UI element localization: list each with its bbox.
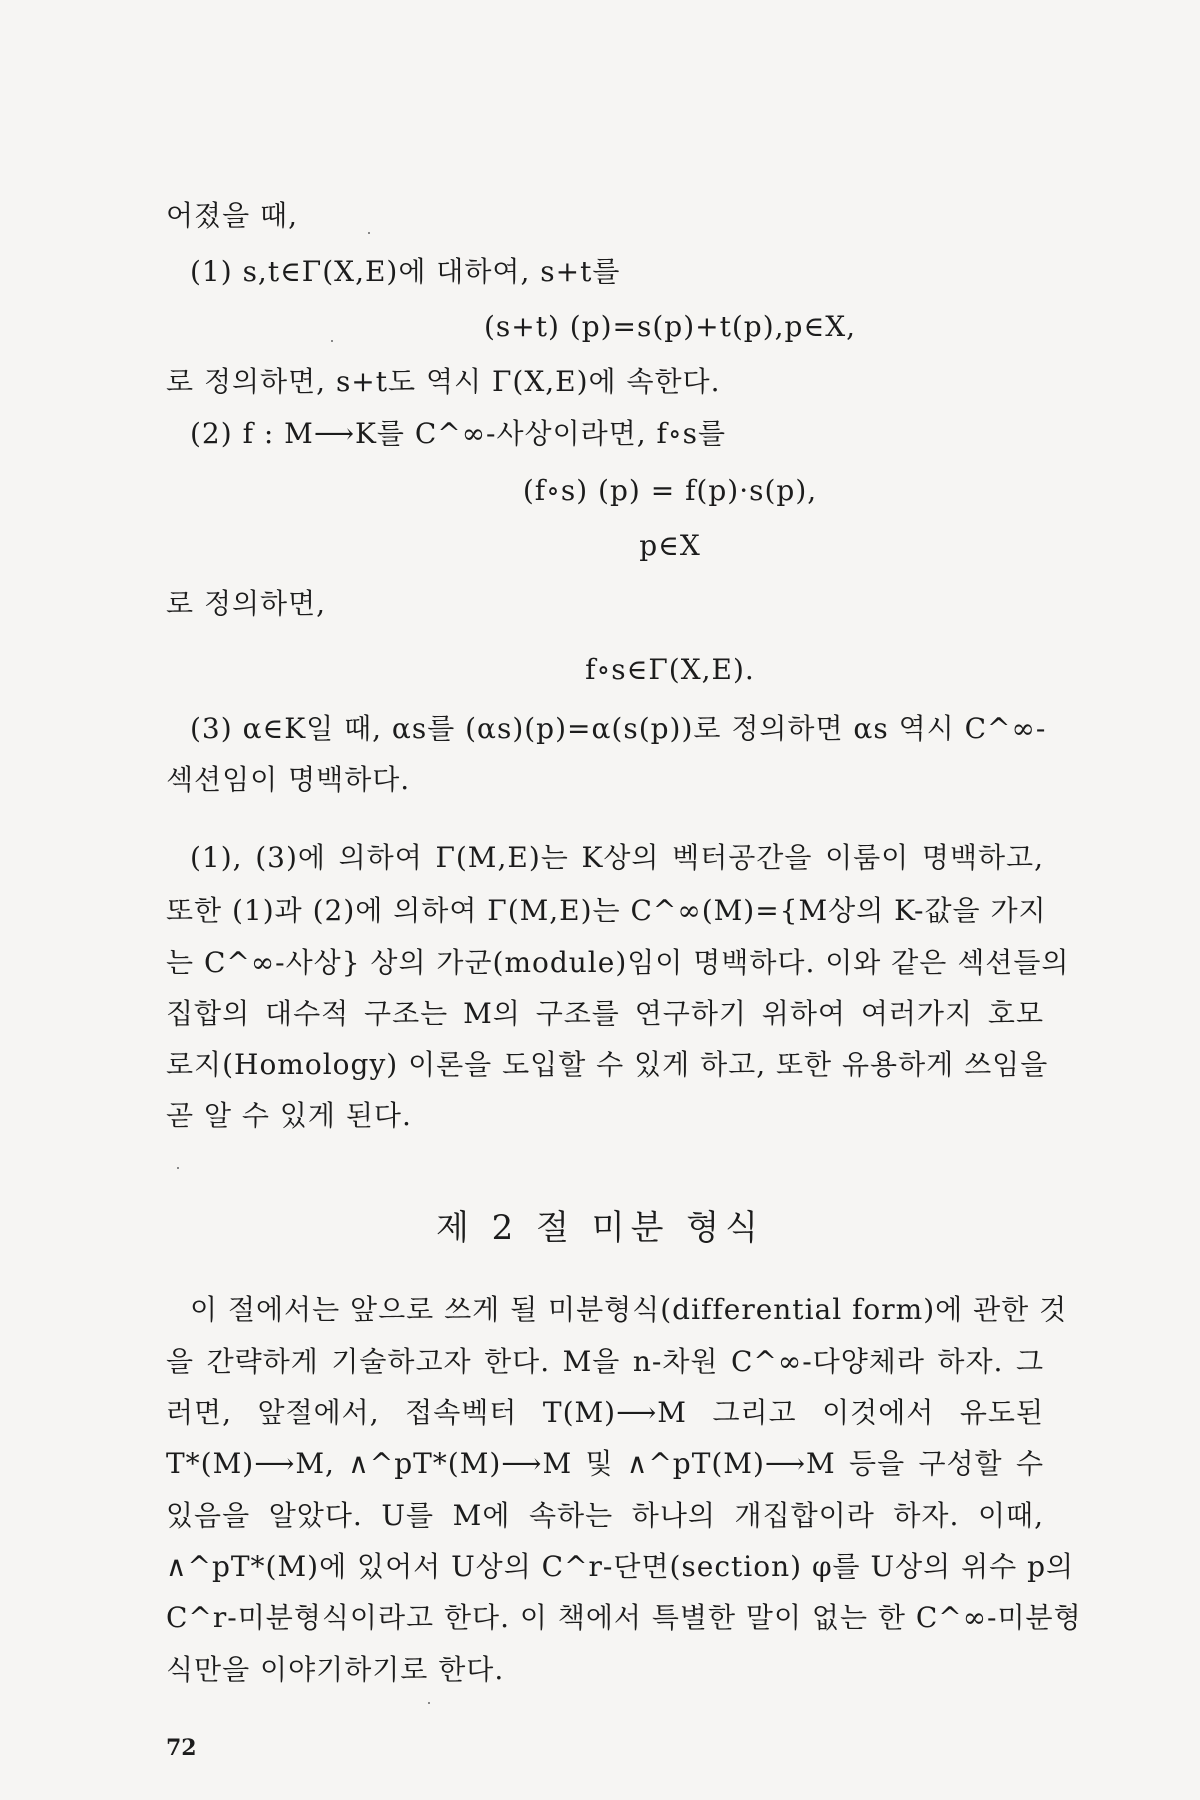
section-line-5: 있음을 알았다. U를 M에 속하는 하나의 개집합이라 하자. 이때,: [166, 1499, 1044, 1532]
text-line-3: 로 정의하면,: [166, 587, 327, 620]
equation-domain: p∈X: [639, 529, 701, 562]
section-line-6: ∧^pT*(M)에 있어서 U상의 C^r-단면(section) φ를 U상의 위수 p의: [166, 1550, 1075, 1583]
para-line-4: 집합의 대수적 구조는 M의 구조를 연구하기 위하여 여러가지 호모: [166, 997, 1044, 1030]
section-line-7: C^r-미분형식이라고 한다. 이 책에서 특별한 말이 없는 한 C^∞-미분형: [166, 1601, 1082, 1634]
scan-speck: [331, 340, 333, 342]
equation-sum: (s+t) (p)=s(p)+t(p),p∈X,: [483, 310, 857, 343]
scan-speck: [177, 1167, 179, 1169]
scan-speck: [428, 1702, 430, 1704]
section-line-8: 식만을 이야기하기로 한다.: [166, 1653, 505, 1686]
section-heading: 제 2 절 미분 형식: [436, 1208, 764, 1248]
para-line-2: 또한 (1)과 (2)에 의하여 Γ(M,E)는 C^∞(M)={M상의 K-값을 가지: [166, 894, 1047, 927]
para-line-3: 는 C^∞-사상} 상의 가군(module)임이 명백하다. 이와 같은 섹션들의: [166, 946, 1070, 979]
item-1-line: (1) s,t∈Γ(X,E)에 대하여, s+t를: [190, 255, 621, 288]
page-number: 72: [166, 1735, 197, 1761]
item-3-line: (3) α∈K일 때, αs를 (αs)(p)=α(s(p))로 정의하면 αs 역시 C^∞-: [190, 712, 1047, 745]
scan-speck: [368, 232, 370, 234]
para-line-5: 로지(Homology) 이론을 도입할 수 있게 하고, 또한 유용하게 쓰임을: [166, 1048, 1049, 1081]
text-line-1: 어졌을 때,: [166, 199, 298, 232]
text-line-4: 섹션임이 명백하다.: [166, 763, 411, 796]
para-line-1: (1), (3)에 의하여 Γ(M,E)는 K상의 벡터공간을 이룸이 명백하고,: [190, 841, 1044, 874]
section-line-1: 이 절에서는 앞으로 쓰게 될 미분형식(differential form)에 관한 것: [190, 1293, 1068, 1326]
section-line-3: 러면, 앞절에서, 접속벡터 T(M)⟶M 그리고 이것에서 유도된: [166, 1396, 1044, 1429]
equation-membership: f∘s∈Γ(X,E).: [585, 653, 755, 686]
item-2-line: (2) f : M⟶K를 C^∞-사상이라면, f∘s를: [190, 417, 727, 450]
para-line-6: 곧 알 수 있게 된다.: [166, 1099, 412, 1132]
section-line-2: 을 간략하게 기술하고자 한다. M을 n-차원 C^∞-다양체라 하자. 그: [166, 1345, 1044, 1378]
equation-composition: (f∘s) (p) = f(p)·s(p),: [522, 474, 818, 507]
text-line-2: 로 정의하면, s+t도 역시 Γ(X,E)에 속한다.: [166, 365, 721, 398]
section-line-4: T*(M)⟶M, ∧^pT*(M)⟶M 및 ∧^pT(M)⟶M 등을 구성할 수: [166, 1447, 1044, 1480]
